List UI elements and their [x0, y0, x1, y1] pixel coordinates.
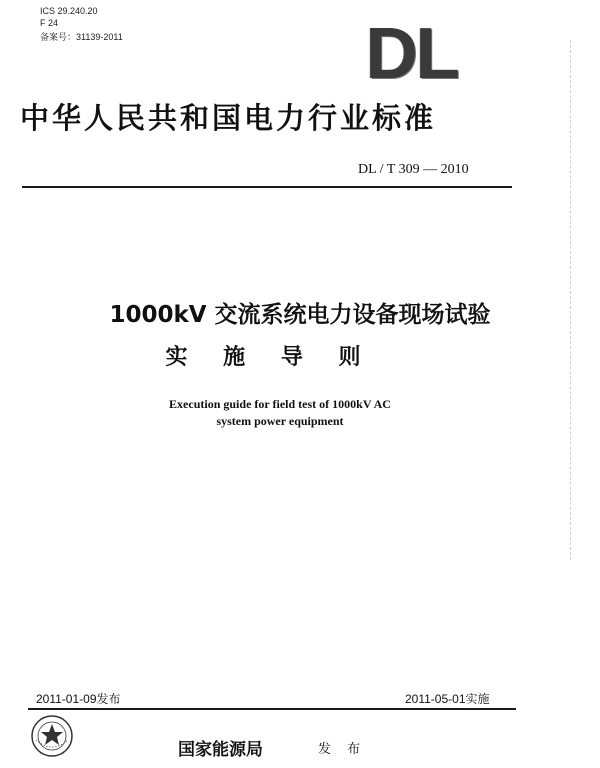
standard-code: DL / T 309 — 2010: [358, 162, 469, 177]
document-title-line2: 实 施 导 则: [165, 345, 375, 370]
english-title-line2: system power equipment: [216, 414, 344, 428]
effective-date: 2011-05-01实施: [405, 692, 490, 706]
document-title-line1: 1000kV 交流系统电力设备现场试验: [109, 302, 491, 328]
footer-divider: [28, 708, 516, 710]
english-title-line1: Execution guide for field test of 1000kV AC: [169, 397, 391, 411]
ics-code: ICS 29.240.20: [40, 6, 98, 16]
official-seal-icon: [30, 714, 74, 758]
classification-code: F 24: [40, 18, 59, 28]
standard-title: 中华人民共和国电力行业标准: [20, 101, 437, 135]
dl-logo: DL: [366, 14, 458, 94]
issue-date: 2011-01-09发布: [36, 692, 121, 706]
header-divider: [22, 186, 512, 188]
record-number: 备案号：31139-2011: [40, 32, 123, 42]
publish-label: 发 布: [318, 742, 367, 757]
page-edge-marks: [570, 40, 573, 560]
publisher-name: 国家能源局: [178, 740, 263, 760]
